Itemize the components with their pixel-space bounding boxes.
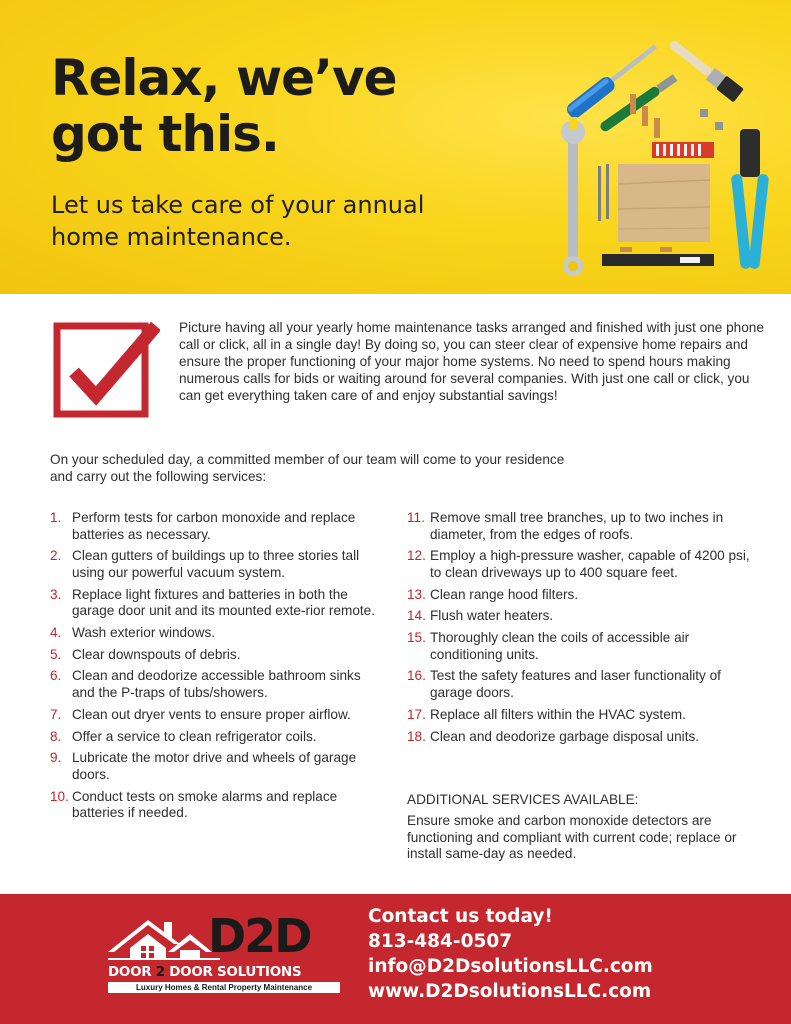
- logo-wordmark: D2D: [208, 909, 311, 963]
- headline-line-1: Relax, we’ve: [51, 49, 397, 107]
- item-number: 9.: [50, 750, 62, 766]
- item-text: Offer a service to clean refrigerator coils.: [72, 728, 317, 744]
- item-number: 16.: [407, 668, 426, 684]
- headline-line-2: got this.: [51, 105, 279, 163]
- intro-paragraph: Picture having all your yearly home maintenance tasks arranged and finished with just one phone call or click, all in a single day! By doing so, you can steer clear of expensive home repairs and ensure the proper functioning of your major home systems. No need to spend hours making numerous calls for bids or waiting around for several companies. With just one call or click, you can get everything taken care of and enjoy substantial savings!: [179, 320, 764, 403]
- item-number: 14.: [407, 608, 426, 624]
- list-item: [407, 729, 752, 746]
- contact-footer: [0, 894, 791, 1024]
- item-number: 11.: [407, 510, 425, 525]
- item-number: 3.: [50, 586, 62, 602]
- additional-services-text: Ensure smoke and carbon monoxide detectors are functioning and compliant with current code; replace or install same-day as needed.: [407, 813, 737, 861]
- list-item: [407, 630, 752, 663]
- hero-banner: [0, 0, 791, 294]
- list-item: [407, 608, 752, 625]
- services-lead-in: On your scheduled day, a committed member of our team will come to your residence and carry out the following services:: [50, 452, 565, 484]
- contact-heading: Contact us today!: [368, 906, 553, 927]
- subheadline: Let us take care of your annual home maintenance.: [51, 191, 425, 251]
- list-item: [407, 668, 752, 701]
- services-list-left: [50, 510, 385, 827]
- list-item: [50, 510, 385, 543]
- list-item: [407, 548, 752, 581]
- red-checkbox-icon: [52, 320, 160, 420]
- item-number: 18.: [407, 728, 426, 744]
- item-text: Thoroughly clean the coils of accessible air conditioning units.: [430, 630, 690, 662]
- item-number: 10.: [50, 788, 69, 804]
- logo-name-part-2: 2: [155, 964, 165, 980]
- item-text: Clear downspouts of debris.: [72, 646, 241, 662]
- item-number: 13.: [407, 586, 426, 602]
- additional-services-heading: ADDITIONAL SERVICES AVAILABLE:: [407, 792, 639, 807]
- logo-tagline: Luxury Homes & Rental Property Maintenance: [108, 982, 340, 993]
- website-link[interactable]: www.D2DsolutionsLLC.com: [368, 981, 652, 1002]
- list-item: [50, 625, 385, 642]
- contact-block: [368, 904, 653, 1004]
- list-item: [407, 510, 752, 543]
- item-number: 5.: [50, 646, 62, 662]
- list-item: [50, 587, 385, 620]
- item-text: Perform tests for carbon monoxide and replace batteries as necessary.: [72, 510, 356, 542]
- item-text: Conduct tests on smoke alarms and replace batteries if needed.: [72, 788, 338, 821]
- list-item: [50, 668, 385, 701]
- company-logo: [108, 910, 343, 1000]
- item-text: Clean range hood filters.: [430, 586, 579, 602]
- list-item: [407, 707, 752, 724]
- item-text: Replace light fixtures and batteries in both the garage door unit and its mounted exte-rior remote.: [72, 586, 376, 619]
- item-number: 4.: [50, 624, 62, 640]
- item-text: Employ a high-pressure washer, capable of 4200 psi, to clean driveways up to 400 square feet.: [430, 548, 750, 580]
- list-item: [50, 750, 385, 783]
- list-item: [50, 729, 385, 746]
- item-number: 12.: [407, 548, 426, 564]
- services-list-right: [407, 510, 752, 750]
- item-number: 1.: [50, 510, 62, 525]
- email-link[interactable]: info@D2DsolutionsLLC.com: [368, 956, 653, 977]
- tools-house-icon: [540, 14, 790, 284]
- list-item: [50, 647, 385, 664]
- item-text: Replace all filters within the HVAC system.: [430, 706, 686, 722]
- phone-link[interactable]: 813-484-0507: [368, 931, 513, 952]
- item-number: 6.: [50, 668, 62, 684]
- logo-name-part-1: DOOR: [108, 964, 156, 980]
- item-text: Clean and deodorize accessible bathroom sinks and the P-traps of tubs/showers.: [72, 668, 361, 700]
- item-text: Test the safety features and laser functionality of garage doors.: [430, 668, 721, 700]
- item-text: Clean and deodorize garbage disposal units.: [430, 728, 700, 744]
- item-text: Lubricate the motor drive and wheels of garage doors.: [72, 750, 357, 782]
- item-text: Flush water heaters.: [430, 608, 554, 624]
- item-number: 17.: [407, 706, 426, 722]
- item-number: 15.: [407, 630, 426, 646]
- list-item: [50, 548, 385, 581]
- item-number: 2.: [50, 548, 62, 564]
- list-item: [50, 789, 385, 822]
- item-text: Wash exterior windows.: [72, 624, 216, 640]
- item-text: Clean out dryer vents to ensure proper airflow.: [72, 706, 351, 722]
- item-number: 7.: [50, 706, 62, 722]
- logo-name-part-3: DOOR SOLUTIONS: [164, 964, 302, 980]
- headline: [51, 50, 397, 162]
- list-item: [50, 707, 385, 724]
- house-logo-icon: [108, 912, 220, 960]
- logo-company-name: [108, 964, 340, 980]
- item-number: 8.: [50, 728, 62, 744]
- list-item: [407, 587, 752, 604]
- item-text: Remove small tree branches, up to two inches in diameter, from the edges of roofs.: [430, 510, 724, 542]
- item-text: Clean gutters of buildings up to three stories tall using our powerful vacuum system.: [72, 548, 360, 580]
